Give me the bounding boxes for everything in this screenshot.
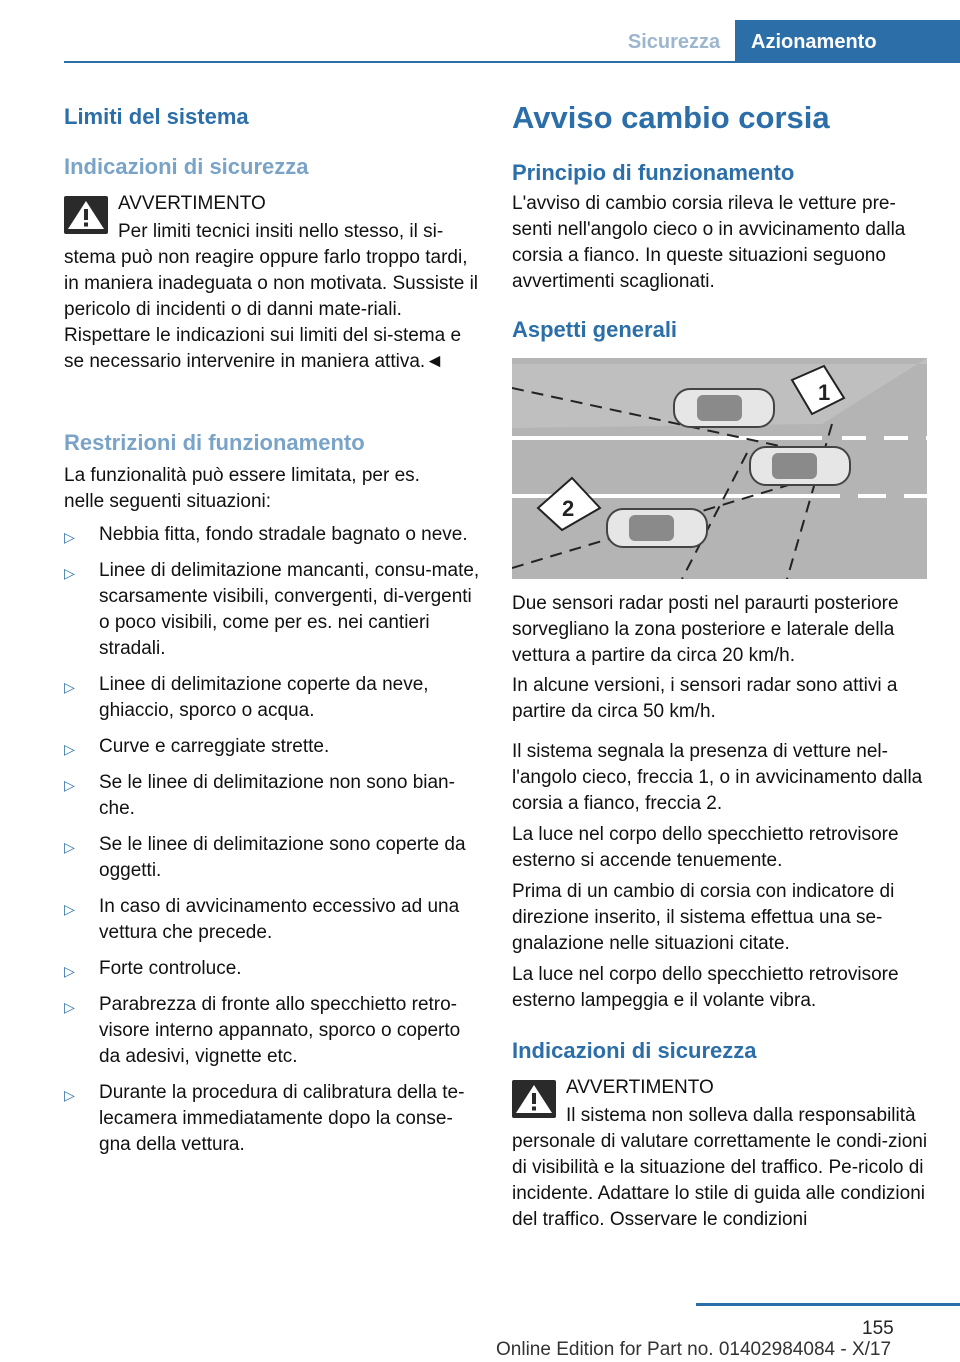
warning-icon <box>64 196 108 234</box>
paragraph-4: La luce nel corpo dello specchietto retrovisore esterno si accende tenuemente. <box>512 824 899 871</box>
header-rule <box>64 61 960 63</box>
list-item: ▷ Forte controluce. <box>64 956 482 982</box>
triangle-bullet-icon: ▷ <box>64 963 75 979</box>
warning-text-first-right: Il sistema non solleva dalla responsabilità <box>566 1105 916 1126</box>
lane-change-figure <box>512 358 927 579</box>
triangle-bullet-icon: ▷ <box>64 999 75 1015</box>
safety-heading-left: Indicazioni di sicurezza <box>64 154 309 179</box>
main-title: Avviso cambio corsia <box>512 100 830 135</box>
paragraph-2: In alcune versioni, i sensori radar sono attivi a partire da circa 50 km/h. <box>512 675 898 722</box>
warning-text-left: stema può non reagire oppure farlo troppo tardi, in maniera inadeguata o non motivata. Sussiste il pericolo di incidenti o di danni mate-riali. Rispettare le indicazioni sui limiti del si-stema e se necessario intervenire in maniera attiva.◄ <box>64 247 479 372</box>
principle-heading: Principio di funzionamento <box>512 160 795 185</box>
car-bottom <box>607 509 707 547</box>
warning-label-left: AVVERTIMENTO <box>118 193 266 214</box>
general-heading: Aspetti generali <box>512 317 678 342</box>
section-tab: Sicurezza <box>627 31 721 53</box>
restrictions-intro: La funzionalità può essere limitata, per es. nelle seguenti situazioni: <box>64 465 420 512</box>
list-item: ▷ Linee di delimitazione mancanti, consu-mate, scarsamente visibili, convergenti, di-vergenti o poco visibili, come per es. nei cantieri stradali. <box>64 560 480 659</box>
car-middle <box>750 447 850 485</box>
paragraph-6: La luce nel corpo dello specchietto retrovisore esterno lampeggia e il volante vibra. <box>512 964 899 1011</box>
warning-text-right: personale di valutare correttamente le condi-zioni di visibilità e la situazione del traffico. Pe-ricolo di incidente. Adattare lo stile di guida alle condizioni del traffico. Osservare le condizioni <box>512 1131 928 1230</box>
edition-text: Online Edition for Part no. 01402984084 - X/17 <box>496 1339 892 1360</box>
list-item: ▷ Parabrezza di fronte allo specchietto retro-visore interno appannato, sporco o coperto da adesivi, vignette etc. <box>64 994 461 1067</box>
list-item: ▷ Durante la procedura di calibratura della te-lecamera immediatamente dopo la conse-gna della vettura. <box>64 1082 465 1155</box>
list-item: ▷ Nebbia fitta, fondo stradale bagnato o neve. <box>64 522 482 548</box>
list-item: ▷ Linee di delimitazione coperte da neve, ghiaccio, sporco o acqua. <box>64 674 429 721</box>
triangle-bullet-icon: ▷ <box>64 741 75 757</box>
principle-text: L'avviso di cambio corsia rileva le vetture pre-senti nell'angolo cieco o in avvicinamento dalla corsia a fianco. In queste situazioni seguono avvertimenti scaglionati. <box>512 193 906 292</box>
car-top <box>674 389 774 427</box>
safety-heading-right: Indicazioni di sicurezza <box>512 1038 757 1063</box>
triangle-bullet-icon: ▷ <box>64 529 75 545</box>
paragraph-3: Il sistema segnala la presenza di vetture nel-l'angolo cieco, freccia 1, o in avvicinamento dalla corsia a fianco, freccia 2. <box>512 741 923 814</box>
paragraph-5: Prima di un cambio di corsia con indicatore di direzione inserito, il sistema effettua una se-gnalazione nelle situazioni citate. <box>512 881 895 954</box>
page-number: 155 <box>862 1318 894 1339</box>
restrictions-list <box>64 522 482 1168</box>
triangle-bullet-icon: ▷ <box>64 777 75 793</box>
triangle-bullet-icon: ▷ <box>64 901 75 917</box>
triangle-bullet-icon: ▷ <box>64 679 75 695</box>
footer-rule <box>696 1303 960 1306</box>
warning-text-first-left: Per limiti tecnici insiti nello stesso, il si- <box>118 221 444 242</box>
svg-text:1: 1 <box>818 380 831 405</box>
list-item: ▷ Se le linee di delimitazione sono coperte da oggetti. <box>64 834 466 881</box>
paragraph-1: Due sensori radar posti nel paraurti posteriore sorvegliano la zona posteriore e laterale della vettura a partire da circa 20 km/h. <box>512 593 899 666</box>
list-item: ▷ Se le linee di delimitazione non sono bian-che. <box>64 772 455 819</box>
list-item: ▷ In caso di avvicinamento eccessivo ad una vettura che precede. <box>64 896 460 943</box>
warning-icon <box>512 1080 556 1118</box>
restrictions-heading: Restrizioni di funzionamento <box>64 430 365 455</box>
list-item: ▷ Curve e carreggiate strette. <box>64 734 482 760</box>
triangle-bullet-icon: ▷ <box>64 839 75 855</box>
triangle-bullet-icon: ▷ <box>64 1087 75 1103</box>
chapter-tab: Azionamento <box>735 20 960 62</box>
triangle-bullet-icon: ▷ <box>64 565 75 581</box>
limits-heading: Limiti del sistema <box>64 104 249 129</box>
svg-text:2: 2 <box>562 496 575 521</box>
warning-label-right: AVVERTIMENTO <box>566 1077 714 1098</box>
